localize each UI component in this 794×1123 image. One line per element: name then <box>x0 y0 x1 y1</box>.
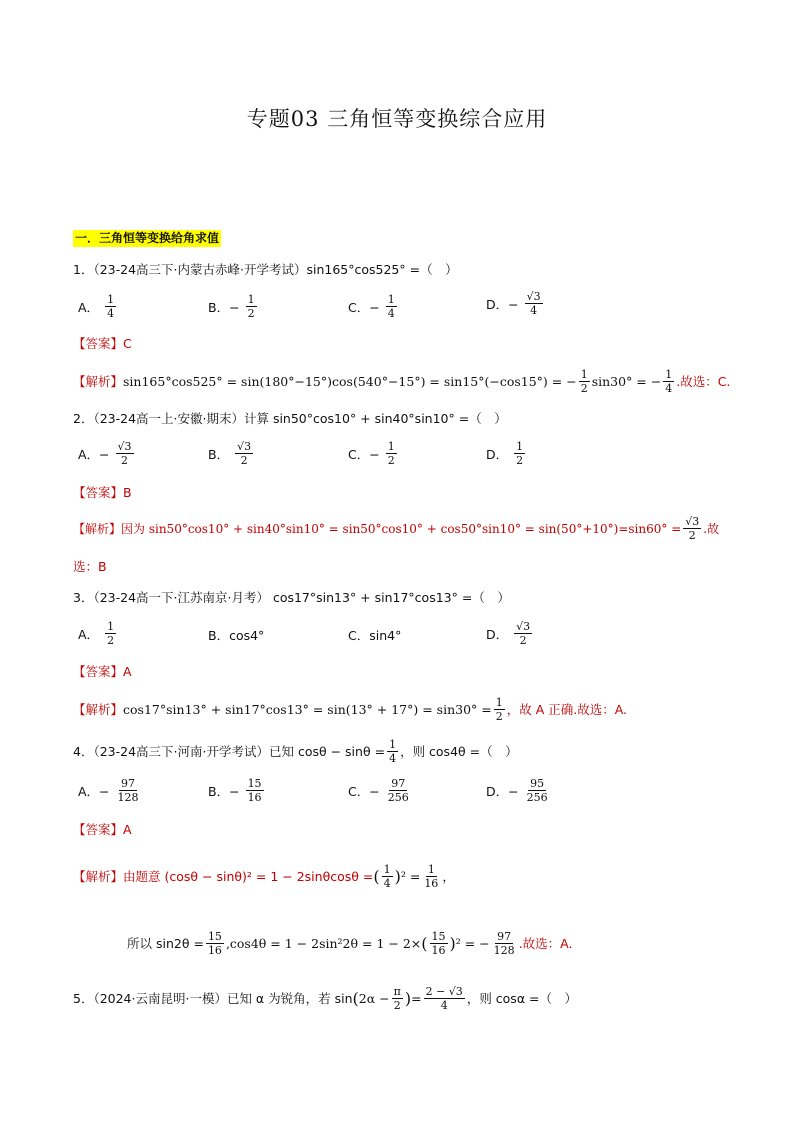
q3-option-a[interactable]: A． $\frac{1}{2}$ <box>78 620 115 647</box>
q1-option-b[interactable]: B．− $\frac{1}{2}$ <box>208 293 255 320</box>
q2-analysis-cont: 选：B <box>73 559 107 574</box>
fraction: $\frac{1}{2}$ <box>387 440 395 467</box>
q2-analysis: 【解析】 因为 sin50°cos10° + sin40°sin10° = sin50°cos10° + cos50°sin10° = sin(50°+10°)=sin60° = $\frac{√3}{2}$ .故 <box>73 515 720 542</box>
q2-option-c[interactable]: C．− $\frac{1}{2}$ <box>348 440 395 467</box>
q1-analysis: 【解析】 sin165°cos525° = sin(180°−15°)cos(540°−15°) = sin15°(−cos15°) = − $\frac{1}{2}$ sin30° = − $\frac{1}{4}$ .故选：C. <box>73 368 731 395</box>
fraction: $\frac{1}{2}$ <box>516 440 524 467</box>
fraction: $\frac{√3}{4}$ <box>526 290 541 317</box>
q2-answer: 【答案】B <box>73 485 132 500</box>
fraction: $\frac{1}{4}$ <box>107 293 115 320</box>
q1-option-c[interactable]: C．− $\frac{1}{4}$ <box>348 293 395 320</box>
question-5-stem: 5．（2024·云南昆明·一模）已知 α 为锐角，若 sin ( 2α − $\frac{\pi}{2}$ ) = $\frac{2 - √3}{4}$ ，则 cosα =（ ） <box>73 985 578 1012</box>
q1-option-d[interactable]: D．− $\frac{√3}{4}$ <box>486 290 541 317</box>
fraction: $\frac{1}{2}$ <box>107 620 115 647</box>
q4-option-c[interactable]: C．− $\frac{97}{256}$ <box>348 777 409 804</box>
q3-option-d[interactable]: D． $\frac{√3}{2}$ <box>486 620 531 647</box>
fraction: $\frac{95}{256}$ <box>526 777 548 804</box>
q2-option-d[interactable]: D． $\frac{1}{2}$ <box>486 440 524 467</box>
fraction: $\frac{97}{256}$ <box>387 777 409 804</box>
q4-option-a[interactable]: A．− $\frac{97}{128}$ <box>78 777 139 804</box>
q4-option-b[interactable]: B．− $\frac{15}{16}$ <box>208 777 262 804</box>
q4-analysis-line2: 所以 sin2θ = $\frac{15}{16}$ ,cos4θ = 1 − 2sin²2θ = 1 − 2× ( $\frac{15}{16}$ ) ² = − $\frac{97}{128}$ .故选：A. <box>127 930 573 957</box>
q3-option-c[interactable]: C．sin4° <box>348 628 402 643</box>
q3-option-b[interactable]: B．cos4° <box>208 628 265 643</box>
q3-answer: 【答案】A <box>73 664 132 679</box>
question-1-stem: 1．（23-24高三下·内蒙古赤峰·开学考试）sin165°cos525° =（ ） <box>73 262 458 277</box>
section-heading: 一．三角恒等变换给角求值 <box>75 231 220 245</box>
fraction: $\frac{√3}{2}$ <box>117 440 132 467</box>
q4-answer: 【答案】A <box>73 822 132 837</box>
question-4-stem: 4．（23-24高三下·河南·开学考试）已知 cosθ − sinθ = $\frac{1}{4}$ ，则 cos4θ =（ ） <box>73 738 518 765</box>
q1-option-a[interactable]: A． $\frac{1}{4}$ <box>78 293 115 320</box>
fraction: $\frac{1}{2}$ <box>247 293 255 320</box>
q2-option-a[interactable]: A．− $\frac{√3}{2}$ <box>78 440 132 467</box>
fraction: $\frac{√3}{2}$ <box>516 620 531 647</box>
fraction: $\frac{√3}{2}$ <box>237 440 252 467</box>
fraction: $\frac{15}{16}$ <box>247 777 262 804</box>
fraction: $\frac{97}{128}$ <box>117 777 139 804</box>
q3-analysis: 【解析】 cos17°sin13° + sin17°cos13° = sin(13° + 17°) = sin30° = $\frac{1}{2}$ ，故 A 正确.故选：A. <box>73 696 628 723</box>
fraction: $\frac{1}{4}$ <box>387 293 395 320</box>
q4-option-d[interactable]: D．− $\frac{95}{256}$ <box>486 777 548 804</box>
q2-option-b[interactable]: B． $\frac{√3}{2}$ <box>208 440 252 467</box>
question-2-stem: 2．（23-24高一上·安徽·期末）计算 sin50°cos10° + sin40°sin10° =（ ） <box>73 411 507 426</box>
question-3-stem: 3．（23-24高一下·江苏南京·月考） cos17°sin13° + sin17°cos13° =（ ） <box>73 590 510 605</box>
page-title: 专题03 三角恒等变换综合应用 <box>246 107 548 131</box>
q1-answer: 【答案】C <box>73 336 132 351</box>
q4-analysis: 【解析】 由题意 (cosθ − sinθ)² = 1 − 2sinθcosθ = ( $\frac{1}{4}$ ) ² = $\frac{1}{16}$ ， <box>73 863 455 890</box>
